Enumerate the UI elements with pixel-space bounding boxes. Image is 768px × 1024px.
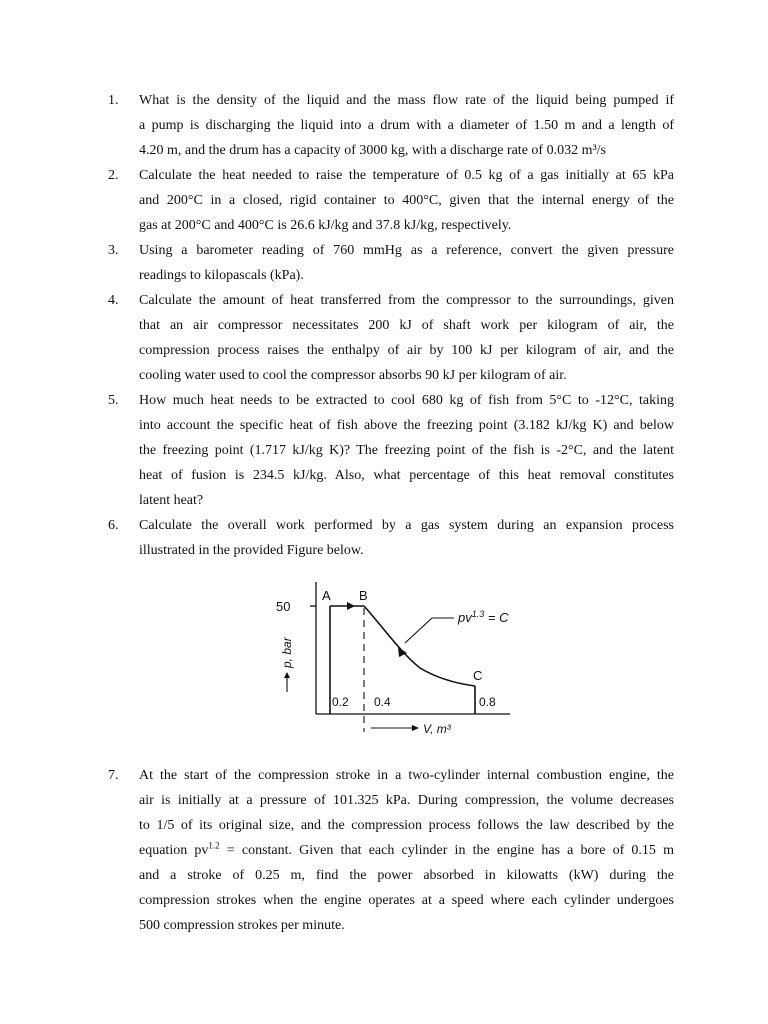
x-axis-label: V, m³ — [423, 722, 451, 736]
question-line: compression process raises the enthalpy of air by 100 kJ per kilogram of air, and the — [139, 343, 674, 358]
arrow-A-to-B — [347, 602, 355, 610]
question-line: the freezing point (1.717 kJ/kg K)? The freezing point of the fish is -2°C, and the latent — [139, 443, 674, 458]
question-line: heat of fusion is 234.5 kJ/kg. Also, what percentage of this heat removal constitutes — [139, 468, 674, 483]
question-item — [108, 238, 674, 288]
question-line: What is the density of the liquid and the mass flow rate of the liquid being pumped if — [139, 93, 674, 108]
question-line: Calculate the amount of heat transferred from the compressor to the surroundings, given — [139, 293, 674, 308]
question-line: At the start of the compression stroke in a two-cylinder internal combustion engine, the — [139, 768, 674, 783]
question-line: and a stroke of 0.25 m, find the power absorbed in kilowatts (kW) during the — [139, 868, 674, 883]
question-line: compression strokes when the engine operates at a speed where each cylinder undergoes — [139, 893, 674, 908]
question-line: into account the specific heat of fish above the freezing point (3.182 kJ/kg K) and below — [139, 418, 674, 433]
question-number: 1. — [108, 93, 119, 108]
x-tick-label-0.8: 0.8 — [479, 695, 496, 709]
question-line: latent heat? — [139, 493, 204, 508]
question-number: 7. — [108, 768, 119, 783]
question-line: 500 compression strokes per minute. — [139, 918, 345, 933]
question-item — [108, 88, 674, 163]
question-line: Calculate the heat needed to raise the temperature of 0.5 kg of a gas initially at 65 kPa — [139, 168, 674, 183]
question-line: a pump is discharging the liquid into a drum with a diameter of 1.50 m and a length of — [139, 118, 674, 133]
question-line: Calculate the overall work performed by a gas system during an expansion process — [139, 518, 674, 533]
question-line: How much heat needs to be extracted to cool 680 kg of fish from 5°C to -12°C, taking — [139, 393, 674, 408]
x-tick-label-0.4: 0.4 — [374, 695, 391, 709]
curve-label: $pv^{1.3} = C$ — [458, 609, 509, 625]
question-item — [108, 763, 674, 938]
point-label-C: C — [473, 668, 483, 683]
question-line: and 200°C in a closed, rigid container to 400°C, given that the internal energy of the — [139, 193, 674, 208]
question-line: 4.20 m, and the drum has a capacity of 3000 kg, with a discharge rate of 0.032 m³/s — [139, 143, 606, 158]
question-item — [108, 388, 674, 513]
y-tick-label: 50 — [276, 599, 291, 614]
question-line: air is initially at a pressure of 101.325 kPa. During compression, the volume decreases — [139, 793, 674, 808]
question-number: 6. — [108, 518, 119, 533]
question-line: illustrated in the provided Figure below. — [139, 543, 364, 558]
curve-label-leader — [405, 618, 432, 643]
question-line: cooling water used to cool the compressor absorbs 90 kJ per kilogram of air. — [139, 368, 567, 383]
y-axis-label — [280, 636, 294, 692]
question-line: readings to kilopascals (kPa). — [139, 268, 304, 283]
question-number: 5. — [108, 393, 119, 408]
question-line: gas at 200°C and 400°C is 26.6 kJ/kg and 37.8 kJ/kg, respectively. — [139, 218, 512, 233]
question-item — [108, 288, 674, 388]
question-item — [108, 163, 674, 238]
point-label-A: A — [322, 588, 331, 603]
y-axis-label-text: p, bar — [280, 637, 294, 668]
question-line: equation $pv^{1.2}$ = constant. Given that each cylinder in the engine has a bore of 0.15 m — [139, 840, 674, 858]
question-line: Using a barometer reading of 760 mmHg as a reference, convert the given pressure — [139, 243, 674, 258]
x-axis-label-arrowhead — [412, 725, 419, 731]
question-item — [108, 513, 674, 563]
question-line: to 1/5 of its original size, and the compression process follows the law described by the — [139, 818, 674, 833]
point-label-B: B — [359, 588, 368, 603]
question-number: 2. — [108, 168, 119, 183]
question-number: 3. — [108, 243, 119, 258]
question-number: 4. — [108, 293, 119, 308]
pv-diagram-figure — [270, 576, 510, 746]
x-tick-label-0.2: 0.2 — [332, 695, 349, 709]
question-line: that an air compressor necessitates 200 kJ of shaft work per kilogram of air, the — [139, 318, 674, 333]
